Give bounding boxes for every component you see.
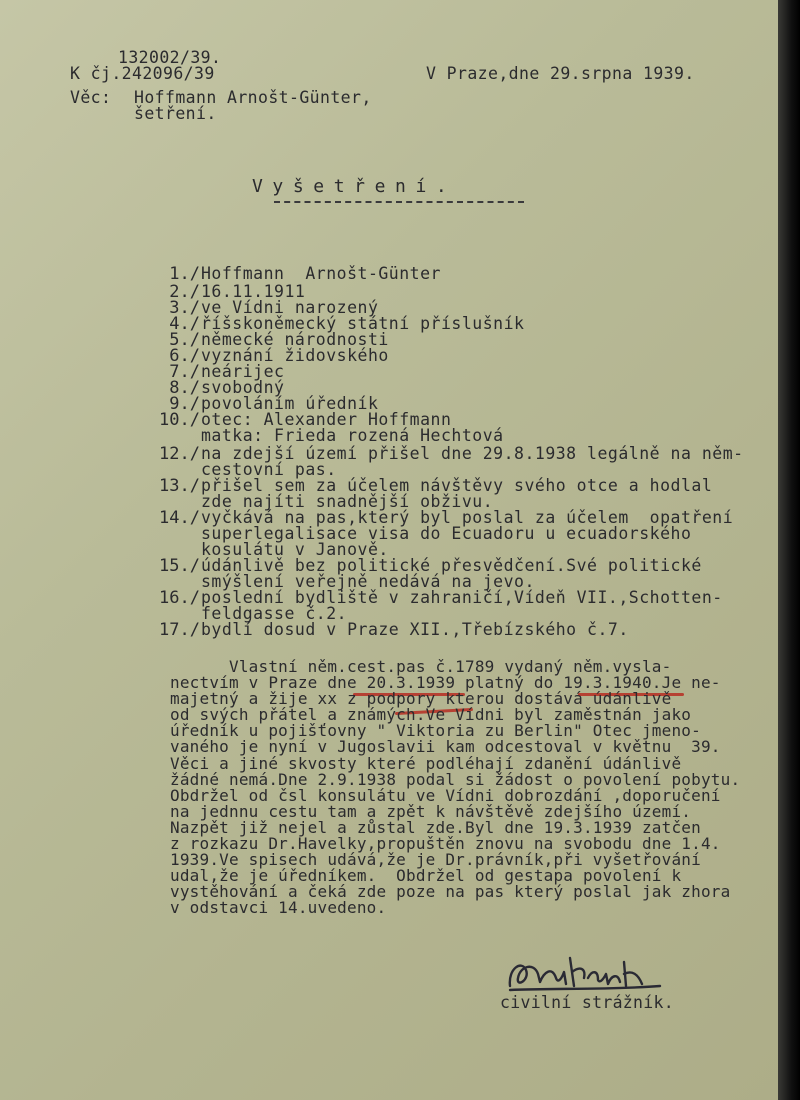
list-item-number: 3./	[169, 298, 200, 318]
subject-name: Hoffmann Arnošt-Günter,	[134, 88, 372, 107]
list-item-number: 8./	[169, 378, 200, 398]
reference-number-2: K čj.242096/39	[70, 64, 215, 83]
list-item-text: poslední bydliště v zahraničí,Vídeň VII.,Schotten-	[201, 588, 723, 607]
list-item-text: svobodný	[201, 378, 285, 397]
list-item-number: 12./	[159, 444, 200, 464]
list-item-number: 10./	[159, 410, 200, 430]
paragraph-line: v odstavci 14.uvedeno.	[170, 898, 387, 918]
list-item-number: 6./	[169, 346, 200, 366]
paragraph-line: vaného je nyní v Jugoslavii kam odcestoval v květnu 39.	[170, 737, 721, 757]
narrative-paragraph	[170, 659, 740, 917]
paragraph-line: Obdržel od čsl konsulátu ve Vídni dobrozdání ,doporučení	[170, 785, 721, 805]
list-item-text: Hoffmann Arnošt-Günter	[201, 264, 441, 283]
paragraph-line: na jednnu cestu tam a zpět k návštěvě zdejšího území.	[170, 801, 692, 821]
list-item-text: neárijec	[201, 362, 285, 381]
list-item-number: 9./	[169, 394, 200, 414]
reference-number-1: 132002/39.	[118, 48, 222, 67]
list-item-text: zde najíti snadnější obživu.	[201, 492, 494, 511]
list-item-text: říšskoněmecký státní příslušník	[201, 314, 525, 333]
list-item-text: bydlí dosud v Praze XII.,Třebízského č.7.	[201, 620, 629, 639]
list-item-number: 16./	[159, 588, 200, 608]
subject-matter: šetření.	[134, 104, 217, 123]
list-item-text: údánlivě bez politické přesvědčení.Své politické	[201, 556, 702, 575]
list-item-number: 5./	[169, 330, 200, 350]
paragraph-line: z rozkazu Dr.Havelky,propuštěn znovu na svobodu dne 1.4.	[170, 834, 721, 854]
list-item-text: kosulátu v Janově.	[201, 540, 389, 559]
scan-edge	[778, 0, 800, 1100]
list-item-text: superlegalisace visa do Ecuadoru u ecuadorského	[201, 524, 692, 543]
paragraph-line: nectvím v Praze dne 20.3.1939 platný do 19.3.1940.Je ne-	[170, 673, 721, 693]
list-item-text: povoláním úředník	[201, 394, 379, 413]
title-underline	[274, 201, 524, 203]
paragraph-line: Nazpět již nejel a zůstal zde.Byl dne 19.3.1939 zatčen	[170, 817, 701, 837]
place-and-date: V Praze,dne 29.srpna 1939.	[426, 64, 695, 83]
list-item-text: přišel sem za účelem návštěvy svého otce a hodlal	[201, 476, 713, 495]
list-item-text: německé národnosti	[201, 330, 389, 349]
list-item-text: matka: Frieda rozená Hechtová	[201, 426, 504, 445]
list-item-number: 17./	[159, 620, 200, 640]
paragraph-line: udal,že je úředníkem. Obdržel od gestapa povolení k	[170, 866, 682, 886]
paragraph-line: majetný a žije xx z podpory kterou dostává údánlivě	[170, 689, 672, 709]
list-item-number: 13./	[159, 476, 200, 496]
paragraph-line: vystěhování a čeká zde poze na pas který poslal jak zhora	[170, 882, 731, 902]
list-item-number: 2./	[169, 282, 200, 302]
subject-label: Věc:	[70, 88, 112, 107]
paragraph-line: od svých přátel a známých.Ve Vídni byl zaměstnán jako	[170, 705, 692, 725]
list-item-text: otec: Alexander Hoffmann	[201, 410, 452, 429]
list-item-text: smýšlení veřejně nedává na jevo.	[201, 572, 535, 591]
paragraph-line: žádné nemá.Dne 2.9.1938 podal si žádost o povolení pobytu.	[170, 769, 741, 789]
paragraph-line: úředník u pojišťovny " Viktoria zu Berlin" Otec jmeno-	[170, 721, 701, 741]
signature-image	[500, 948, 680, 998]
list-item-text: ve Vídni narozený	[201, 298, 379, 317]
list-item-text: feldgasse č.2.	[201, 604, 348, 623]
list-item-number: 14./	[159, 508, 200, 528]
document-title: Vyšetření.	[252, 176, 457, 197]
list-item-text: 16.11.1911	[201, 282, 306, 301]
list-item-number: 1./	[169, 264, 200, 284]
paragraph-line: Vlastní něm.cest.pas č.1789 vydaný něm.vysla-	[170, 657, 672, 676]
paragraph-line: Věci a jiné skvosty které podléhají zdanění údánlivě	[170, 753, 682, 773]
list-item-number: 4./	[169, 314, 200, 334]
list-item-text: na zdejší území přišel dne 29.8.1938 legálně na něm-	[201, 444, 744, 463]
list-item-number: 15./	[159, 556, 200, 576]
list-item-text: vyznání židovského	[201, 346, 389, 365]
list-item-number: 7./	[169, 362, 200, 382]
list-item-text: vyčkává na pas,který byl poslal za účelem opatření	[201, 508, 734, 527]
list-item-text: cestovní pas.	[201, 460, 337, 479]
signature-title: civilní strážník.	[500, 993, 674, 1012]
paragraph-line: 1939.Ve spisech udává,že je Dr.právník,při vyšetřování	[170, 850, 701, 870]
